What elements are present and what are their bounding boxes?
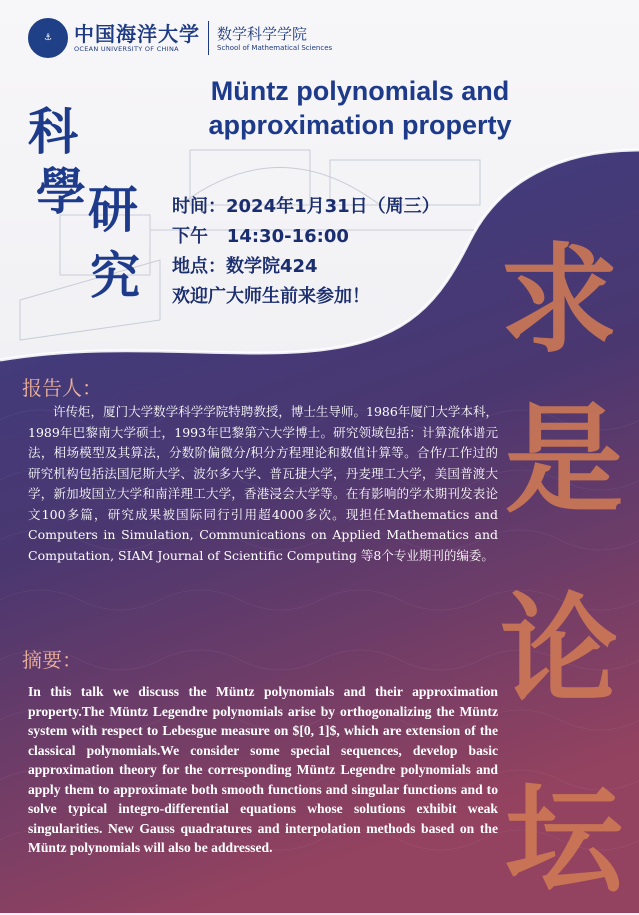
- event-time: 下午 14:30-16:00: [172, 226, 349, 247]
- big-char-2: 是: [505, 390, 624, 529]
- talk-title: Müntz polynomials and approximation property: [208, 76, 512, 140]
- university-name-en: OCEAN UNIVERSITY OF CHINA: [74, 45, 179, 53]
- event-info: [172, 192, 440, 312]
- speaker-heading: 报告人：: [22, 376, 102, 400]
- header: [28, 18, 332, 58]
- event-date: 时间：2024年1月31日（周三）: [172, 196, 440, 217]
- university-name: [74, 23, 200, 53]
- abstract-text: In this talk we discuss the Müntz polynomials and their approximation property.The Müntz Legendre polynomials arise by orthogonalizing the Müntz system with respect to Lebesgue measure on $[0, 1]$, which are extension of the classical polynomials.We consider some special sequences, develop basic approximation theory for the corresponding Müntz Legendre polynomials and apply them to approximate both smooth functions and singular functions and to solve typical integro-differential equations whose solutions exhibit weak singularities. New Gauss quadratures and interpolation methods based on the Müntz polynomials will also be addressed.: [28, 684, 498, 855]
- school-name-en: School of Mathematical Sciences: [217, 44, 333, 52]
- big-char-4: 坛: [505, 770, 624, 909]
- vertical-char-4: 究: [90, 246, 140, 305]
- university-seal-icon: ⚓: [28, 18, 68, 58]
- school-name: [217, 24, 332, 52]
- event-place: 地点：数学院424: [172, 256, 318, 277]
- event-welcome: 欢迎广大师生前来参加！: [172, 286, 370, 307]
- speaker-bio: 许传炬，厦门大学数学科学学院特聘教授，博士生导师。1986年厦门大学本科，1989年巴黎南大学硕士，1993年巴黎第六大学博士。研究领域包括：计算流体谱元法，相场模型及其算法，分数阶偏微分/积分方程理论和数值计算等。合作/工作过的研究机构包括法国尼斯大学、波尔多大学、普瓦捷大学，丹麦理工大学，美国普渡大学，新加坡国立大学和南洋理工大学，香港浸会大学等。在有影响的学术期刊发表论文100多篇，研究成果被国际同行引用超4000多次。现担任Mathematics and Computers in Simulation, Communications on Applied Mathematics and Computation, SIAM Journal of Scientific Computing 等8个专业期刊的编委。: [28, 404, 498, 563]
- abstract-heading: 摘要：: [22, 648, 82, 672]
- vertical-char-3: 研: [88, 180, 138, 239]
- header-divider: [208, 21, 209, 55]
- university-name-cn: 中国海洋大学: [74, 22, 200, 46]
- school-name-cn: 数学科学学院: [217, 25, 308, 43]
- big-char-1: 求: [500, 230, 619, 369]
- vertical-char-2: 學: [36, 162, 86, 221]
- big-char-3: 论: [500, 580, 619, 719]
- vertical-char-1: 科: [28, 102, 78, 161]
